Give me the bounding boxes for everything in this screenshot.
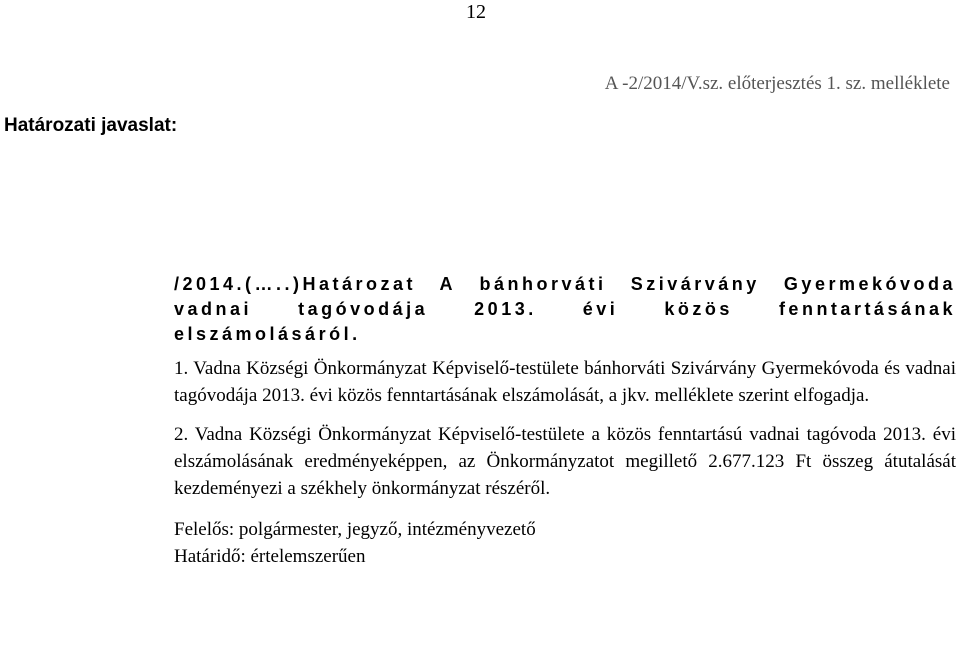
responsible-line: Felelős: polgármester, jegyző, intézményvezető <box>174 519 536 540</box>
proposal-heading: Határozati javaslat: <box>4 115 178 136</box>
resolution-paragraph-2: 2. Vadna Községi Önkormányzat Képviselő-testülete a közös fenntartású vadnai tagóvoda 2013. évi elszámolásának eredményeképpen, az Önkormányzatot megillető 2.677.123 Ft összeg átutalását kezdeményezi a székhely önkormányzat részéről. <box>174 424 956 499</box>
deadline-line: Határidő: értelemszerűen <box>174 546 366 567</box>
resolution-body <box>174 272 956 570</box>
resolution-title: /2014.(…..)Határozat A bánhorváti Szivárvány Gyermekóvoda vadnai tagóvodája 2013. évi közös fenntartásának elszámolásáról. <box>174 274 956 344</box>
attachment-reference: A -2/2014/V.sz. előterjesztés 1. sz. melléklete <box>604 73 950 94</box>
page-number: 12 <box>466 1 486 23</box>
resolution-meta <box>174 516 956 570</box>
resolution-paragraph-1: 1. Vadna Községi Önkormányzat Képviselő-testülete bánhorváti Szivárvány Gyermekóvoda és vadnai tagóvodája 2013. évi közös fenntartásának elszámolását, a jkv. melléklete szerint elfogadja. <box>174 358 956 406</box>
